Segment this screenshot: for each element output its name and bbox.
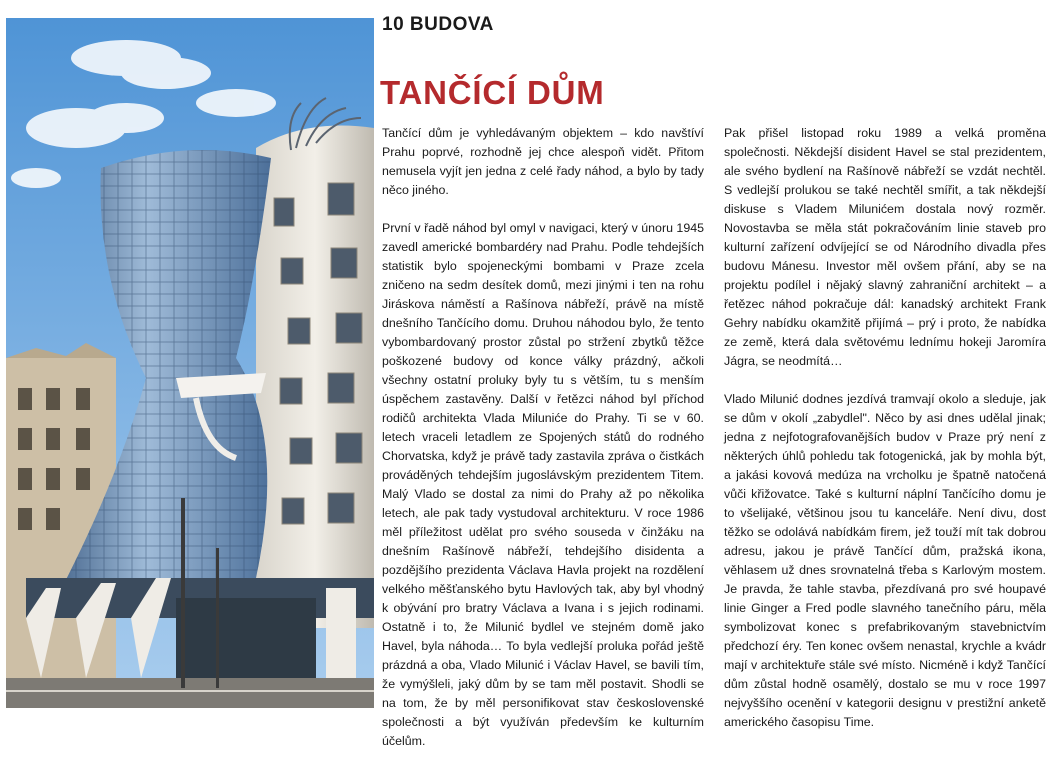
chapter-heading: 10 BUDOVA	[382, 14, 494, 35]
article-column-left	[382, 124, 704, 770]
dancing-house-photo	[6, 18, 374, 708]
paragraph: První v řadě náhod byl omyl v navigaci, který v únoru 1945 zavedl americké bombardéry nad Prahu. Podle tehdejších statistik bylo spojeneckými bombami v Praze zcela zničeno na sedm desítek domů, mezi jinými i ten na rohu Jiráskova náměstí a Rašínova nábřeží, právě na místě dnešního Tančícího domu. Druhou náhodou bylo, že tento vybombardovaný prostor zůstal po stržení zbytků těžce poškozené budovy od konce války prázdný, ačkoli všechny ostatní proluky byly tu s větším, tu s menším úspěchem zastavěny. Další v řetězci náhod byl příchod rodičů architekta Vlada Miluniće do Prahy. Ti se v 60. letech vraceli letadlem ze Spojených států do rodného Chorvatska, když je právě tady zastavila zpráva o čistkách prováděných tehdejším jugoslávským prezidentem Titem. Malý Vlado se dostal za nimi do Prahy až po několika letech, ale pak tady vystudoval architekturu. V roce 1986 měl příležitost udělat pro svého souseda v činžáku na dnešním Rašínově nábřeží, tehdejšího disidenta a pozdějšího prezidenta Václava Havla projekt na rozdělení velkého měšťanského bytu Havlových tak, aby byl vhodný k obývání pro bratry Václava a Ivana i s jejich rodinami. Ostatně i to, že Milunić bydlel ve stejném domě jako Havel, byla náhoda… To byla vedlejší proluka pořád ještě prázdná a oba, Vlado Milunić i Václav Havel, se bavili tím, že vymýšleli, jaký dům by se tam měl postavit. Shodli se na tom, že by měl personifikovat stav československé společnosti a být využíván především ke kulturním účelům.	[382, 221, 704, 748]
article-title: TANČÍCÍ DŮM	[380, 74, 605, 111]
paragraph: Tančící dům je vyhledávaným objektem – kdo navštíví Prahu poprvé, rozhodně jej chce alespoň vidět. Přitom nemusela vyjít jen jedna z celé řady náhod, a bylo by tady něco jiného.	[382, 126, 704, 197]
paragraph: Pak přišel listopad roku 1989 a velká proměna společnosti. Někdejší disident Havel se stal prezidentem, ale svého bydlení na Rašínově nábřeží se vzdát nechtěl. S vedlejší prolukou se také nechtěl smířit, a tak někdejší diskuse s Vladem Milunićem dostala nový rozměr. Novostavba se měla stát pokračováním linie staveb pro kulturní zařízení odvíjející se od Národního divadla přes budovu Mánesu. Investor měl ovšem přání, aby se na projektu podílel i nějaký slavný zahraniční architekt – a řetězec náhod pokračuje dál: kanadský architekt Frank Gehry nabídku okamžitě přijímá – prý i proto, že nabídka ze země, která dala světovému lednímu hokeji Jaromíra Jágra, se neodmítá…	[724, 126, 1046, 368]
paragraph: Vlado Milunić dodnes jezdívá tramvají okolo a sleduje, jak se dům v okolí „zabydlel". Něco by asi dnes udělal jinak; jedna z nejfotografovanějších budov v Praze prý není z některých úhlů pohledu tak fotogenická, jak by mohla být, a jakási kovová medúza na vrcholku je špatně natočená vůči křižovatce. Také s kulturní náplní Tančícího domu je to všelijaké, většinou jsou tu kanceláře. Není divu, dost těžko se odolává nabídkám firem, jež touží mít tak dobrou adresu, jakou je právě Tančící dům, pražská ikona, věhlasem už dnes srovnatelná třeba s Karlovým mostem. Je pravda, že tahle stavba, přezdívaná pro své houpavé linie Ginger a Fred podle slavného tanečního páru, měla symbolizovat konec s prefabrikovaným stavebnictvím předchozí éry. Ten konec ovšem nenastal, krychle a kvádr mají v architektuře stále své místo. Nicméně i když Tančící dům zůstal hodně osamělý, dostalo se mu v roce 1997 nejvyššího ocenění v kategorii designu v prestižní anketě amerického časopisu Time.	[724, 392, 1046, 729]
article-column-right	[724, 124, 1046, 751]
